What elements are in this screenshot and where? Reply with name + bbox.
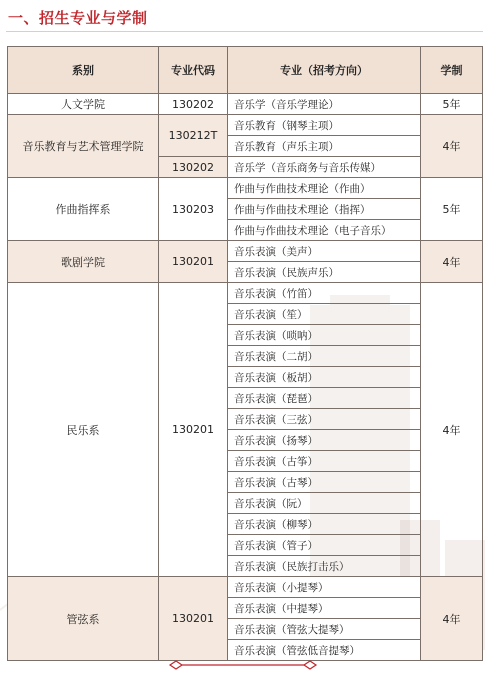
code-cell: 130212T <box>159 115 228 157</box>
years-cell: 5年 <box>421 94 483 115</box>
code-cell: 130202 <box>159 157 228 178</box>
dept-cell: 管弦系 <box>8 577 159 661</box>
code-cell: 130203 <box>159 178 228 241</box>
major-cell: 作曲与作曲技术理论（电子音乐） <box>228 220 421 241</box>
major-cell: 音乐学（音乐学理论） <box>228 94 421 115</box>
header-years: 学制 <box>421 47 483 94</box>
code-cell: 130201 <box>159 283 228 577</box>
major-cell: 音乐学（音乐商务与音乐传媒） <box>228 157 421 178</box>
major-cell: 音乐表演（三弦） <box>228 409 421 430</box>
code-cell: 130202 <box>159 94 228 115</box>
code-cell: 130201 <box>159 577 228 661</box>
header-code: 专业代码 <box>159 47 228 94</box>
table-row <box>8 115 483 136</box>
table-row <box>8 178 483 199</box>
header-major: 专业（招考方向） <box>228 47 421 94</box>
code-cell: 130201 <box>159 241 228 283</box>
table-row <box>8 94 483 115</box>
dept-cell: 民乐系 <box>8 283 159 577</box>
major-cell: 音乐表演（柳琴） <box>228 514 421 535</box>
major-cell: 音乐教育（声乐主项） <box>228 136 421 157</box>
major-cell: 音乐表演（古筝） <box>228 451 421 472</box>
dept-cell: 人文学院 <box>8 94 159 115</box>
major-cell: 音乐表演（民族打击乐） <box>228 556 421 577</box>
major-cell: 音乐表演（管子） <box>228 535 421 556</box>
years-cell: 4年 <box>421 241 483 283</box>
major-cell: 音乐表演（民族声乐） <box>228 262 421 283</box>
table-row <box>8 241 483 262</box>
major-cell: 音乐表演（阮） <box>228 493 421 514</box>
years-cell: 4年 <box>421 283 483 577</box>
major-cell: 音乐教育（钢琴主项） <box>228 115 421 136</box>
table-header-row <box>8 47 483 94</box>
years-cell: 4年 <box>421 115 483 178</box>
dept-cell: 歌剧学院 <box>8 241 159 283</box>
major-cell: 音乐表演（唢呐） <box>228 325 421 346</box>
major-cell: 音乐表演（扬琴） <box>228 430 421 451</box>
header-dept: 系别 <box>8 47 159 94</box>
heading-divider <box>6 31 483 32</box>
footer-ornament <box>168 658 318 672</box>
years-cell: 4年 <box>421 577 483 661</box>
major-cell: 音乐表演（笙） <box>228 304 421 325</box>
major-cell: 音乐表演（二胡） <box>228 346 421 367</box>
major-cell: 音乐表演（板胡） <box>228 367 421 388</box>
major-cell: 音乐表演（竹笛） <box>228 283 421 304</box>
major-cell: 音乐表演（管弦大提琴） <box>228 619 421 640</box>
major-cell: 作曲与作曲技术理论（作曲） <box>228 178 421 199</box>
dept-cell: 音乐教育与艺术管理学院 <box>8 115 159 178</box>
major-cell: 作曲与作曲技术理论（指挥） <box>228 199 421 220</box>
major-cell: 音乐表演（美声） <box>228 241 421 262</box>
table-row <box>8 283 483 304</box>
years-cell: 5年 <box>421 178 483 241</box>
section-heading: 一、招生专业与学制 <box>8 9 148 27</box>
major-cell: 音乐表演（管弦低音提琴） <box>228 640 421 661</box>
dept-cell: 作曲指挥系 <box>8 178 159 241</box>
table-row <box>8 577 483 598</box>
major-cell: 音乐表演（古琴） <box>228 472 421 493</box>
major-cell: 音乐表演（中提琴） <box>228 598 421 619</box>
major-cell: 音乐表演（小提琴） <box>228 577 421 598</box>
major-table <box>7 46 483 661</box>
major-cell: 音乐表演（琵琶） <box>228 388 421 409</box>
